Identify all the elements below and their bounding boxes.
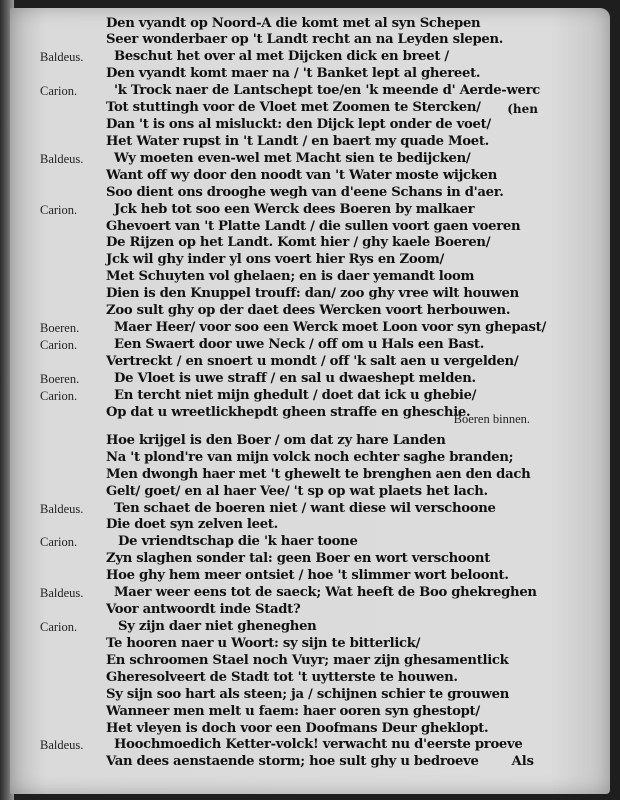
- verse-text: Tot stuttingh voor de Vloet met Zoomen te Stercken/: [106, 100, 481, 115]
- verse-text: Met Schuyten vol ghelaen; en is daer yemandt loom: [106, 269, 475, 284]
- verse-text: Men dwongh haer met 't ghewelt te brenghen aen den dach: [106, 467, 531, 482]
- verse-text: Sy sijn soo hart als steen; ja / schijnen schier te grouwen: [106, 687, 509, 702]
- speaker-name: Baldeus.: [40, 50, 84, 64]
- verse-text: Dan 't is ons al misluckt: den Dijck lept onder de voet/: [106, 117, 491, 132]
- verse-text: Beschut het over al met Dijcken dick en breet /: [114, 49, 449, 64]
- speaker-name: Carion.: [40, 84, 78, 98]
- verse-text: Een Swaert door uwe Neck / off om u Hals een Bast.: [114, 337, 484, 352]
- verse-line: [10, 737, 610, 755]
- verse-line: [10, 517, 610, 535]
- verse-text: Ghevoert van 't Platte Landt / die sullen voort gaen voeren: [106, 219, 521, 234]
- verse-text: De vriendtschap die 'k haer toone: [118, 534, 358, 549]
- verse-line: [10, 670, 610, 688]
- verse-text: Vertreckt / en snoert u mondt / off 'k salt aen u vergelden/: [106, 354, 519, 369]
- verse-line: [10, 433, 610, 451]
- verse-text: Maer weer eens tot de saeck; Wat heeft de Boo ghekreghen: [114, 585, 537, 600]
- verse-line: [10, 687, 610, 705]
- speaker-name: Baldeus.: [40, 152, 84, 166]
- verse-line: [10, 83, 610, 101]
- verse-line: [10, 354, 610, 372]
- speaker-name: Baldeus.: [40, 738, 84, 752]
- speaker-name: Carion.: [40, 535, 78, 549]
- verse-text: En schroomen Stael noch Vuyr; maer zijn ghesamentlick: [106, 653, 509, 668]
- verse-line: [10, 168, 610, 186]
- verse-line: [10, 185, 610, 203]
- verse-line: [10, 151, 610, 169]
- verse-text: Soo dient ons drooghe wegh van d'eene Schans in d'aer.: [106, 185, 504, 200]
- book-page: [10, 8, 610, 794]
- verse-line: [10, 134, 610, 152]
- verse-text: Want off wy door den noodt van 't Water moste wijcken: [106, 168, 498, 183]
- verse-line: [10, 303, 610, 321]
- verse-line: [10, 568, 610, 586]
- verse-line: [10, 117, 610, 135]
- verse-text: Hoe krijgel is den Boer / om dat zy hare Landen: [106, 433, 446, 448]
- verse-text: De Vloet is uwe straff / en sal u dwaeshept melden.: [114, 371, 476, 386]
- verse-line: [10, 49, 610, 67]
- speaker-name: Baldeus.: [40, 586, 84, 600]
- verse-line: [10, 484, 610, 502]
- verse-line: [10, 653, 610, 671]
- verse-line: [10, 286, 610, 304]
- verse-line: [10, 704, 610, 722]
- verse-text: Wanneer men melt u faem: haer ooren syn ghestopt/: [106, 704, 480, 719]
- verse-text: Dien is den Knuppel trouff: dan/ zoo ghy vree wilt houwen: [106, 286, 519, 301]
- verse-line: [10, 619, 610, 637]
- catchword: Als: [511, 754, 534, 769]
- speaker-name: Carion.: [40, 338, 78, 352]
- verse-text: Zoo sult ghy op der daet dees Wercken voort herbouwen.: [106, 303, 511, 318]
- verse-text: De Rijzen op het Landt. Komt hier / ghy kaele Boeren/: [106, 235, 491, 250]
- verse-line: [10, 602, 610, 620]
- verse-text: Voor antwoordt inde Stadt?: [106, 602, 301, 617]
- verse-text: Die doet syn zelven leet.: [106, 517, 278, 532]
- verse-line: [10, 585, 610, 603]
- verse-text: Gheresolveert de Stadt tot 't uytterste te houwen.: [106, 670, 458, 685]
- verse-text: Na 't plond're van mijn volck noch echter saghe branden;: [106, 450, 514, 465]
- verse-text: Het Water rupst in 't Landt / en baert my quade Moet.: [106, 134, 489, 149]
- verse-line: [10, 269, 610, 287]
- verse-text: Te hooren naer u Woort: sy sijn te bitterlick/: [106, 636, 421, 651]
- verse-line: [10, 320, 610, 338]
- speaker-name: Boeren.: [40, 321, 80, 335]
- verse-text: Den vyandt komt maer na / 't Banket lept al ghereet.: [106, 66, 481, 81]
- verse-line: [10, 337, 610, 355]
- verse-text: Op dat u wreetlickhepdt gheen straffe en gheschie.: [106, 405, 471, 420]
- verse-text: Gelt/ goet/ en al haer Vee/ 't sp op wat plaets het lach.: [106, 484, 488, 499]
- speaker-name: Carion.: [40, 389, 78, 403]
- verse-line: [10, 32, 610, 50]
- verse-line: [10, 450, 610, 468]
- verse-line: [10, 467, 610, 485]
- verse-line: [10, 252, 610, 270]
- verse-text: Hoochmoedich Ketter-volck! verwacht nu d'eerste proeve: [114, 737, 523, 752]
- verse-line: [10, 66, 610, 84]
- verse-line: [10, 388, 610, 406]
- verse-text: Den vyandt op Noord-A die komt met al syn Schepen: [106, 16, 481, 31]
- verse-text: En tercht niet mijn ghedult / doet dat ick u ghebie/: [114, 388, 477, 403]
- verse-line: [10, 371, 610, 389]
- speaker-name: Carion.: [40, 620, 78, 634]
- verse-text: Seer wonderbaer op 't Landt recht an na Leyden slepen.: [106, 32, 504, 47]
- verse-text: Van dees aenstaende storm; hoe sult ghy u bedroeve: [106, 754, 479, 769]
- line-continuation: (hen: [507, 102, 538, 116]
- verse-text: Hoe ghy hem meer ontsiet / hoe 't slimmer wort beloont.: [106, 568, 509, 583]
- verse-line: [10, 551, 610, 569]
- verse-line: [10, 202, 610, 220]
- verse-text: Ten schaet de boeren niet / want diese wil verschoone: [114, 501, 496, 516]
- verse-text: Jck heb tot soo een Werck dees Boeren by malkaer: [114, 202, 475, 217]
- verse-line: [10, 534, 610, 552]
- speaker-name: Boeren.: [40, 372, 80, 386]
- verse-text: Maer Heer/ voor soo een Werck moet Loon voor syn ghepast/: [114, 320, 546, 335]
- speaker-name: Carion.: [40, 203, 78, 217]
- stage-direction: Boeren binnen.: [453, 412, 530, 426]
- verse-text: Zyn slaghen sonder tal: geen Boer en wort verschoont: [106, 551, 491, 566]
- verse-text: Sy zijn daer niet gheneghen: [118, 619, 317, 634]
- verse-line: [10, 636, 610, 654]
- speaker-name: Baldeus.: [40, 502, 84, 516]
- verse-text: Het vleyen is doch voor een Doofmans Deur gheklopt.: [106, 721, 489, 736]
- verse-text: Wy moeten even-wel met Macht sien te bedijcken/: [114, 151, 471, 166]
- verse-text: 'k Trock naer de Lantschept toe/en 'k meende d' Aerde-werc: [114, 83, 540, 98]
- verse-line: [10, 235, 610, 253]
- verse-text: Jck wil ghy inder yl ons voert hier Rys en Zoom/: [106, 252, 445, 267]
